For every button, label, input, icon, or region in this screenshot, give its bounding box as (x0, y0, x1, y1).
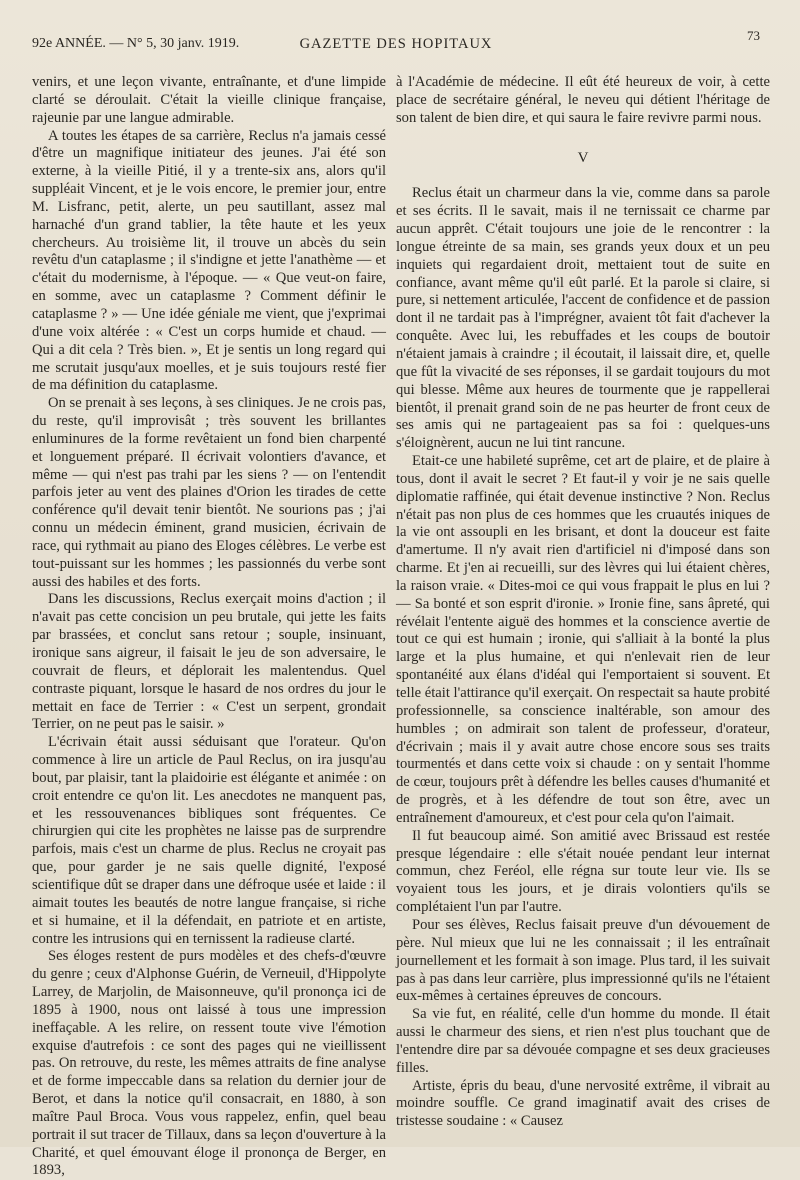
paragraph: Etait-ce une habileté suprême, cet art de plaire, et de plaire à tous, dont il avait le secret ? Et faut-il y voir je ne sais quelle diplomatie raffinée, qui était devenue instinctive ? Non. Reclus n'était pas non plus de ces hommes que les cruautés iniques de la vie ont assoupli en les brisant, et dont la douceur est faite d'amertume. Il n'y avait rien d'artificiel ni d'imposé dans son charme. Et j'en ai recueilli, sur des lèvres qui lui étaient chères, la raison vraie. « Dites-moi ce qui vous frappait le plus en lui ? — Sa bonté et son esprit d'ironie. » Ironie fine, sans âpreté, qui révélait l'entente aiguë des hommes et la conscience avertie de tout ce qui est humain ; ironie, qui s'alliait à la bonté la plus large et la plus humaine, et qui n'enlevait rien de leur spontanéité aux élans d'idéal qui l'emportaient si souvent. Et telle était l'attirance qu'il exerçait. On respectait sa haute probité professionnelle, sa conscience inaltérable, son amour des humbles ; on admirait son talent de professeur, d'orateur, d'écrivain ; mais il y avait autre chose encore sous ses traits tourmentés et dans cette voix si chaude : on y sentait l'homme de cœur, toujours prêt à défendre les belles causes d'humanité et de progrès, et à les défendre de tout son être, avec un entraînement d'amoureux, et c'est pour cela qu'on l'aimait. (396, 453, 770, 826)
section-heading: V (577, 149, 589, 166)
paragraph: Sa vie fut, en réalité, celle d'un homme du monde. Il était aussi le charmeur des siens, et rien n'est plus touchant que de l'entendre dire par sa dévouée compagne et ses deux gracieuses filles. (396, 1006, 770, 1076)
paragraph: Dans les discussions, Reclus exerçait moins d'action ; il n'avait pas cette concision un peu brutale, qui jette les faits par brassées, et conclut sans retour ; souple, insinuant, ironique sans aigreur, il faisait le jeu de son adversaire, le couvrait de fleurs, et déplorait les malentendus. Quel contraste piquant, lorsque le hasard de nos ordres du jour le mettait en face de Terrier : « C'est un serpent, grondait Terrier, on ne peut pas le saisir. » (32, 591, 386, 733)
paragraph: Il fut beaucoup aimé. Son amitié avec Brissaud est restée presque légendaire : elle s'était nouée pendant leur internat commun, chez Feréol, elle régna sur toute leur vie. Ils se voyaient tous les jours, et je dirais volontiers qu'ils se complétaient l'un par l'autre. (396, 827, 770, 916)
paragraph: L'écrivain était aussi séduisant que l'orateur. Qu'on commence à lire un article de Paul Reclus, on ira jusqu'au bout, par plaisir, tant la plaidoirie est élégante et animée : on croit entendre ce qu'on lit. Les anecdotes ne manquent pas, et les ressouvenances bibliques sont fréquentes. Ce chirurgien qui cite les prophètes ne laisse pas de surprendre parfois, mais c'est un charme de plus. Reclus ne croyait pas que, pour garder je ne sais quelle dignité, l'exposé scientifique dût se draper dans une défroque usée et laide : il aimait toutes les beautés de notre langue française, si riche et si humaine, et il la défendait, en patriote et en artiste, contre les intrusions qui en ternissent la radieuse clarté. (32, 734, 386, 947)
issue-info: 92e ANNÉE. — N° 5, 30 janv. 1919. (32, 36, 240, 51)
journal-title: GAZETTE DES HOPITAUX (299, 36, 493, 52)
paragraph: Ses éloges restent de purs modèles et des chefs-d'œuvre du genre ; ceux d'Alphonse Guérin, de Verneuil, d'Hippolyte Larrey, de Marjolin, de Maisonneuve, qu'il prononça ici de 1895 à 1900, nous ont laissé à tous une impression ineffaçable. A les relire, on ressent toute vive l'émotion exquise d'autrefois : ce sont des pages qui ne vieillissent pas. On retrouve, du reste, les mêmes attraits de fine analyse et de forme impeccable dans sa relation du dernier jour de Berot, et dans la notice qu'il consacrait, en 1880, à son maître Paul Broca. Vous vous rappelez, enfin, quel beau portrait il sut tracer de Tillaux, dans sa leçon d'ouverture à la Charité, et quel émouvant éloge il prononça de Berger, en 1893, (32, 948, 386, 1179)
right-column (396, 74, 770, 1131)
paragraph: A toutes les étapes de sa carrière, Reclus n'a jamais cessé d'être un magnifique initiateur des jeunes. J'ai été son externe, à la vieille Pitié, il y a trente-six ans, alors qu'il suppléait Vincent, et je le vois encore, le premier jour, entre M. Lisfranc, petit, alerte, un peu sautillant, assez mal harnaché d'un grand tablier, la tête haute et les yeux chercheurs. Au troisième lit, il trouve un abcès du sein revêtu d'un cataplasme ; il s'indigne et jette l'anathème — et c'était du modernisme, à l'époque. — « Que veut-on faire, en somme, avec un cataplasme ? Comment définir le cataplasme ? » — Une idée géniale me vient, que j'exprimai d'une voix altérée : « C'est un corps humide et chaud. — Qui a dit cela ? Très bien. », Et je sentis un long regard qui me scrutait jusqu'aux moelles, et je suis toujours resté fier de ma définition du cataplasme. (32, 127, 386, 394)
paragraph: Artiste, épris du beau, d'une nervosité extrême, il vibrait au moindre souffle. Ce grand imaginatif avait des crises de tristesse soudaine : « Causez (396, 1077, 770, 1130)
paragraph: On se prenait à ses leçons, à ses cliniques. Je ne crois pas, du reste, qu'il improvisât ; très souvent les brillantes enluminures de la forme revêtaient un fond bien charpenté et longuement préparé. Il écrivait volontiers d'avance, et même — qui n'est pas trahi par les siens ? — on l'entendit parfois jeter au vent des plaines d'Orion les tirades de cette conférence qu'il devait tenir bientôt. Ne sourions pas ; j'ai connu un médecin éminent, grand musicien, écrivain de race, qui rythmait au piano des Eloges célèbres. Le verbe est tout-puissant sur les hommes ; les passionnés du verbe sont aussi des habiles et des forts. (32, 395, 386, 590)
paragraph: Pour ses élèves, Reclus faisait preuve d'un dévouement de père. Nul mieux que lui ne les connaissait ; il les entraînait journellement et les formait à son image. Plus tard, il les suivait pas à pas dans leur carrière, plus impressionné qu'ils ne l'étaient eux-mêmes à certaines épreuves de concours. (396, 916, 770, 1005)
paragraph: à l'Académie de médecine. Il eût été heureux de voir, à cette place de secrétaire général, le neveu qui détient l'héritage de son talent de bien dire, et qui saura le faire revivre parmi nous. (396, 74, 770, 126)
paragraph: venirs, et une leçon vivante, entraînante, et d'une limpide clarté se déroulait. C'était la vieille clinique française, rajeunie par une langue admirable. (32, 74, 386, 126)
left-column (32, 74, 386, 1180)
paragraph: Reclus était un charmeur dans la vie, comme dans sa parole et ses écrits. Il le savait, mais il ne ternissait ce charme par aucun apprêt. C'était toujours une joie de le rencontrer : la longue étreinte de sa main, ses grands yeux doux et un peu inquiets qui regardaient droit, mettaient tout de suite en confiance, avant même qu'il eût parlé. Et la parole si claire, si pure, si nettement articulée, l'accent de confidence et de passion dont il ne tardait pas à l'imprégner, avaient tôt fait d'achever la conquête. Avec lui, les rebuffades et les coups de boutoir n'étaient jamais à craindre ; il écoutait, il laissait dire, et, quelle que fût la vivacité de ses réponses, il se gardait toujours du mot qui blesse. Même aux heures de tourmente que je rappellerai bientôt, il prenait grand soin de ne pas heurter de front ceux de ses amis qui ne partageaient pas sa foi : quelques-uns s'éloignèrent, aucun ne lui tint rancune. (396, 185, 770, 452)
page-number: 73 (747, 28, 760, 43)
page-header (32, 28, 760, 58)
